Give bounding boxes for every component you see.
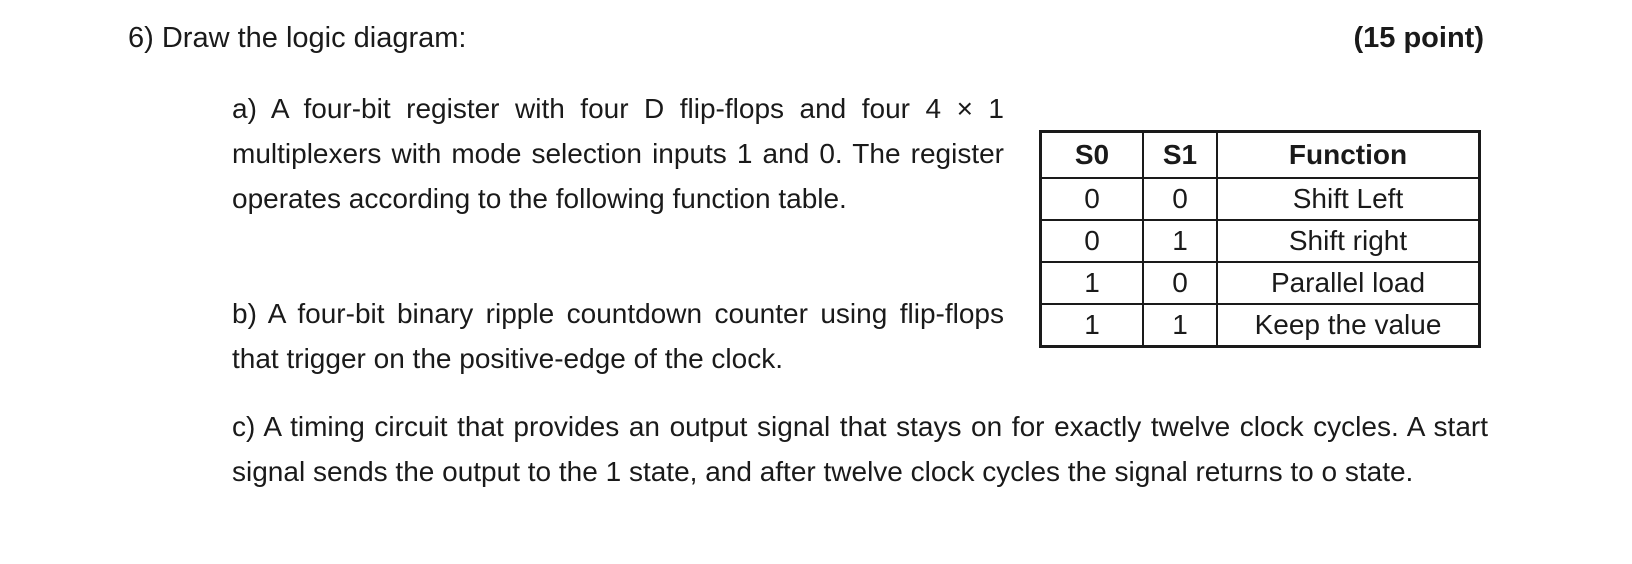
cell-s0: 0 [1041,178,1144,220]
cell-s0: 1 [1041,304,1144,347]
part-a-text: a) A four-bit register with four D flip-flops and four 4 × 1 multiplexers with mode selection inputs 1 and 0. The register operates according to the following function table. [232,93,1004,214]
points-label: (15 point) [1353,22,1484,54]
table-row [1041,220,1480,262]
cell-s1: 0 [1143,178,1217,220]
question-title: 6) Draw the logic diagram: [128,22,467,54]
table-row [1041,178,1480,220]
cell-function: Keep the value [1217,304,1480,347]
cell-s1: 1 [1143,220,1217,262]
cell-function: Parallel load [1217,262,1480,304]
cell-s0: 0 [1041,220,1144,262]
table-row [1041,304,1480,347]
part-b-text: b) A four-bit binary ripple countdown counter using flip-flops that trigger on the positive-edge of the clock. [232,298,1004,374]
cell-s1: 0 [1143,262,1217,304]
part-c-text: c) A timing circuit that provides an output signal that stays on for exactly twelve clock cycles. A start signal sends the output to the 1 state, and after twelve clock cycles the signal returns to o state. [232,411,1488,487]
header-s0: S0 [1041,132,1144,179]
function-table [1039,130,1481,348]
cell-s0: 1 [1041,262,1144,304]
cell-function: Shift Left [1217,178,1480,220]
table-header-row [1041,132,1480,179]
header-s1: S1 [1143,132,1217,179]
cell-function: Shift right [1217,220,1480,262]
header-function: Function [1217,132,1480,179]
table-row [1041,262,1480,304]
cell-s1: 1 [1143,304,1217,347]
